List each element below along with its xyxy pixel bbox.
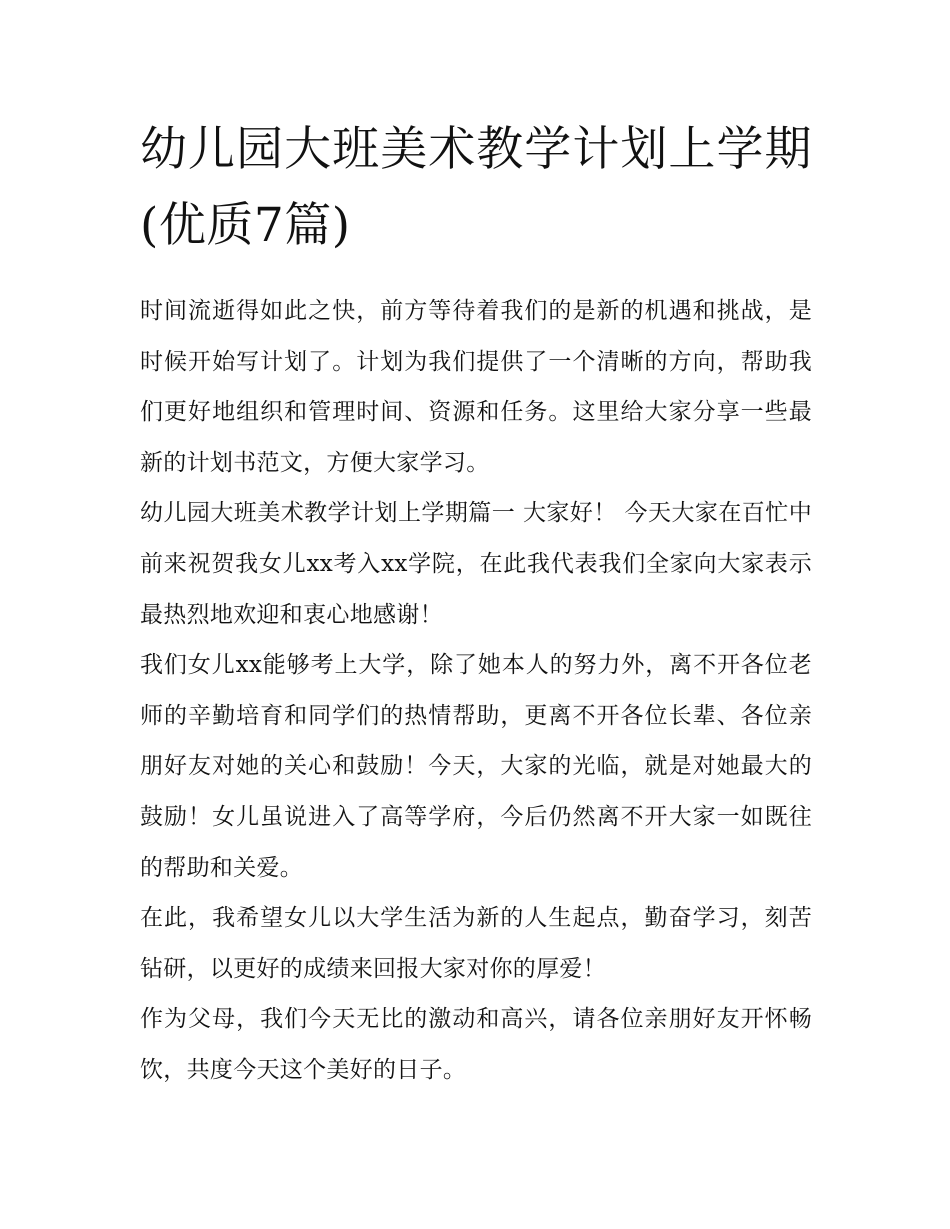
document-content (140, 112, 812, 1096)
paragraph-greeting: 幼儿园大班美术教学计划上学期篇一 大家好！ 今天大家在百忙中前来祝贺我女儿xx考入xx学院，在此我代表我们全家向大家表示最热烈地欢迎和衷心地感谢！ (140, 500, 812, 628)
document-title: 幼儿园大班美术教学计划上学期(优质7篇) (140, 122, 812, 253)
paragraph-intro: 时间流逝得如此之快，前方等待着我们的是新的机遇和挑战，是时候开始写计划了。计划为我们提供了一个清晰的方向，帮助我们更好地组织和管理时间、资源和任务。这里给大家分享一些最新的计划书范文，方便大家学习。 (140, 298, 812, 476)
paragraph-hope: 在此，我希望女儿以大学生活为新的人生起点，勤奋学习，刻苦钻研，以更好的成绩来回报大家对你的厚爱！ (140, 905, 812, 982)
paragraph-closing: 作为父母，我们今天无比的激动和高兴，请各位亲朋好友开怀畅饮，共度今天这个美好的日子。 (140, 1006, 812, 1083)
document-body (140, 286, 812, 1096)
paragraph-thanks: 我们女儿xx能够考上大学，除了她本人的努力外，离不开各位老师的辛勤培育和同学们的热情帮助，更离不开各位长辈、各位亲朋好友对她的关心和鼓励！今天，大家的光临，就是对她最大的鼓励！女儿虽说进入了高等学府，今后仍然离不开大家一如既往的帮助和关爱。 (140, 652, 812, 881)
